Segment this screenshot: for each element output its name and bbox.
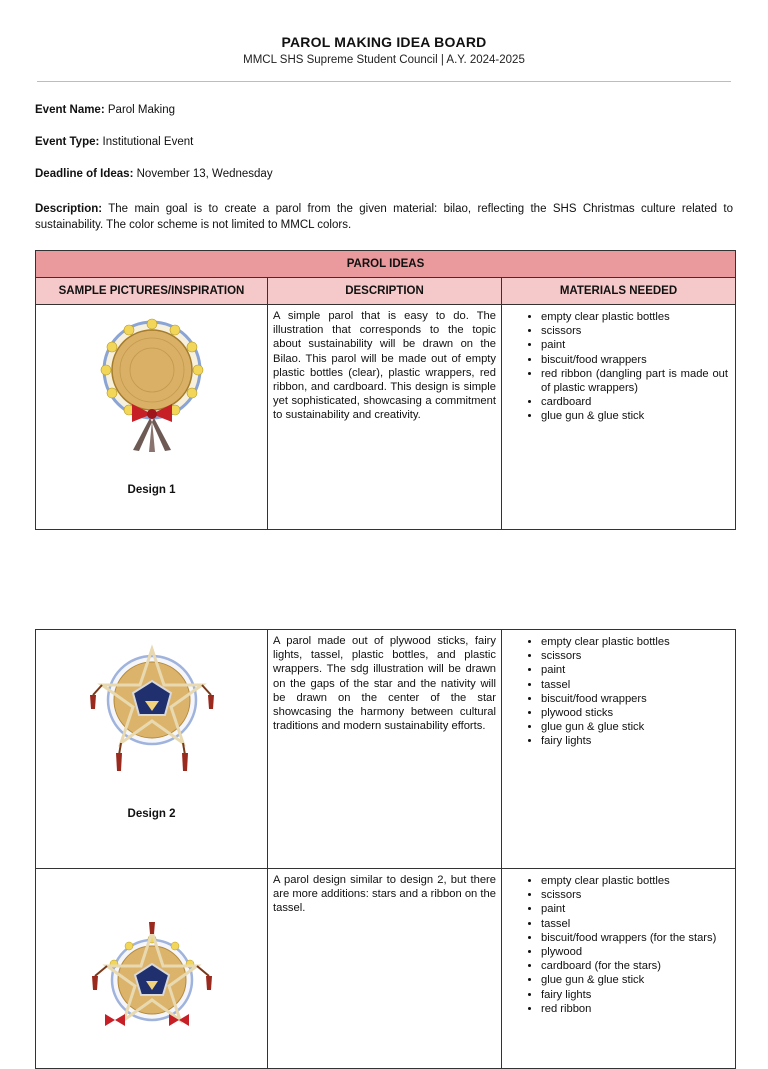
design-3-materials-list <box>503 874 734 1016</box>
list-item: • glue gun & glue stick <box>541 409 728 423</box>
design-1-picture-cell <box>36 305 268 530</box>
list-item: • cardboard <box>541 395 728 409</box>
page-title: PAROL MAKING IDEA BOARD <box>281 34 487 50</box>
design-1-label: Design 1 <box>127 484 176 496</box>
list-item: • biscuit/food wrappers (for the stars) <box>541 931 728 945</box>
design-2-picture-cell <box>36 630 268 869</box>
list-item: • scissors <box>541 649 728 663</box>
list-item: • red ribbon (dangling part is made out of plastic wrappers) <box>541 367 728 395</box>
parol-design-1-image <box>97 318 207 453</box>
design-2-label: Design 2 <box>127 808 176 820</box>
design-3-materials-cell <box>502 869 736 1069</box>
description-label: Description: <box>35 203 103 215</box>
list-item: • biscuit/food wrappers <box>541 692 728 706</box>
event-name-label: Event Name: <box>35 104 105 116</box>
parol-ideas-table <box>35 250 736 530</box>
list-item: • tassel <box>541 678 728 692</box>
list-item: • paint <box>541 902 728 916</box>
design-2-description: A parol made out of plywood sticks, fairy lights, tassel, plastic bottles, and plastic wrappers. The sdg illustration will be drawn on the gaps of the star and the nativity will be drawn on the center of the star showcasing the harmony between cultural traditions and modern sustainability efforts. <box>268 630 502 869</box>
event-name-value: Parol Making <box>107 104 175 116</box>
parol-design-2-image <box>87 645 217 775</box>
design-1-materials-list <box>503 310 734 424</box>
col-header-pictures: SAMPLE PICTURES/INSPIRATION <box>36 278 268 305</box>
table-row <box>36 630 736 869</box>
list-item: • glue gun & glue stick <box>541 720 728 734</box>
list-item: • paint <box>541 663 728 677</box>
deadline-field <box>35 168 273 180</box>
design-3-picture-cell <box>36 869 268 1069</box>
parol-ideas-table-continued <box>35 629 736 1069</box>
list-item: • glue gun & glue stick <box>541 973 728 987</box>
page-header <box>0 34 768 66</box>
table-row <box>36 869 736 1069</box>
header-divider <box>37 81 731 82</box>
design-1-materials-cell <box>502 305 736 530</box>
event-type-field <box>35 136 193 148</box>
list-item: • cardboard (for the stars) <box>541 959 728 973</box>
design-2-materials-list <box>503 635 734 749</box>
list-item: • biscuit/food wrappers <box>541 353 728 367</box>
list-item: • empty clear plastic bottles <box>541 874 728 888</box>
event-type-value: Institutional Event <box>102 136 194 148</box>
event-type-label: Event Type: <box>35 136 100 148</box>
col-header-materials: MATERIALS NEEDED <box>502 278 736 305</box>
list-item: • tassel <box>541 917 728 931</box>
col-header-description: DESCRIPTION <box>268 278 502 305</box>
design-3-description: A parol design similar to design 2, but there are more additions: stars and a ribbon on the tassel. <box>268 869 502 1069</box>
design-1-description: A simple parol that is easy to do. The illustration that corresponds to the topic about sustainability will be drawn on the Bilao. This parol will be made out of empty plastic bottles (clear), plastic wrappers, red ribbon, and cardboard. This design is simple yet sophisticated, showcasing a commitment to sustainability and creativity. <box>268 305 502 530</box>
event-name-field <box>35 104 175 116</box>
parol-design-3-image <box>87 922 217 1032</box>
description-value: The main goal is to create a parol from the given material: bilao, reflecting the SHS Christmas culture related to sustainability. The color scheme is not limited to MMCL colors. <box>35 203 733 231</box>
list-item: • scissors <box>541 324 728 338</box>
list-item: • paint <box>541 338 728 352</box>
table-row <box>36 305 736 530</box>
list-item: • fairy lights <box>541 734 728 748</box>
list-item: • empty clear plastic bottles <box>541 635 728 649</box>
list-item: • empty clear plastic bottles <box>541 310 728 324</box>
design-2-materials-cell <box>502 630 736 869</box>
list-item: • fairy lights <box>541 988 728 1002</box>
list-item: • red ribbon <box>541 1002 728 1016</box>
list-item: • plywood sticks <box>541 706 728 720</box>
event-description <box>35 201 733 233</box>
table-title: PAROL IDEAS <box>36 251 736 278</box>
deadline-label: Deadline of Ideas: <box>35 168 134 180</box>
page-subtitle: MMCL SHS Supreme Student Council | A.Y. 2024-2025 <box>243 54 525 66</box>
deadline-value: November 13, Wednesday <box>136 168 273 180</box>
list-item: • plywood <box>541 945 728 959</box>
list-item: • scissors <box>541 888 728 902</box>
